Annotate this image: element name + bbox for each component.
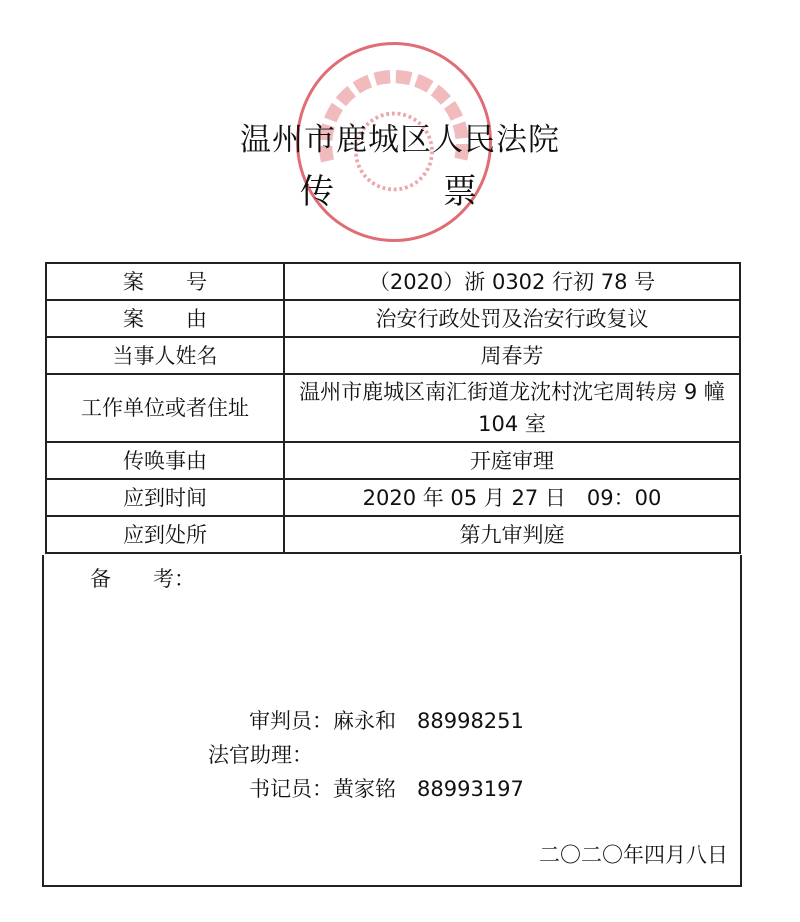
judge-line: 审判员：麻永和 88998251: [249, 709, 524, 733]
remarks-label: 备 考：: [90, 567, 195, 591]
clerk-line: 书记员：黄家铭 88993197: [249, 777, 524, 801]
row-label: 工作单位或者住址: [46, 374, 284, 442]
table-row: [46, 479, 740, 516]
table-row: [46, 442, 740, 479]
row-label: 传唤事由: [46, 442, 284, 479]
address: 温州市鹿城区南汇街道龙沈村沈宅周转房 9 幢 104 室: [284, 374, 740, 442]
doc-title-part1: 传: [300, 172, 334, 212]
row-label: 应到时间: [46, 479, 284, 516]
court-name-title: 温州市鹿城区人民法院: [240, 122, 560, 158]
summons-reason: 开庭审理: [284, 442, 740, 479]
doc-title-part2: 票: [443, 172, 477, 212]
table-row: [46, 516, 740, 553]
table-row: [46, 263, 740, 300]
table-row: [46, 374, 740, 442]
issue-date: 二〇二〇年四月八日: [539, 843, 728, 867]
assistant-line: 法官助理：: [208, 743, 313, 767]
table-row: [46, 337, 740, 374]
summons-table: [45, 262, 741, 554]
appearance-time: 2020 年 05 月 27 日 09：00: [284, 479, 740, 516]
row-label: 应到处所: [46, 516, 284, 553]
case-cause: 治安行政处罚及治安行政复议: [284, 300, 740, 337]
party-name: 周春芳: [284, 337, 740, 374]
remarks-section: [42, 555, 742, 887]
case-number: （2020）浙 0302 行初 78 号: [284, 263, 740, 300]
row-label: 案 号: [46, 263, 284, 300]
table-row: [46, 300, 740, 337]
appearance-place: 第九审判庭: [284, 516, 740, 553]
row-label: 当事人姓名: [46, 337, 284, 374]
row-label: 案 由: [46, 300, 284, 337]
